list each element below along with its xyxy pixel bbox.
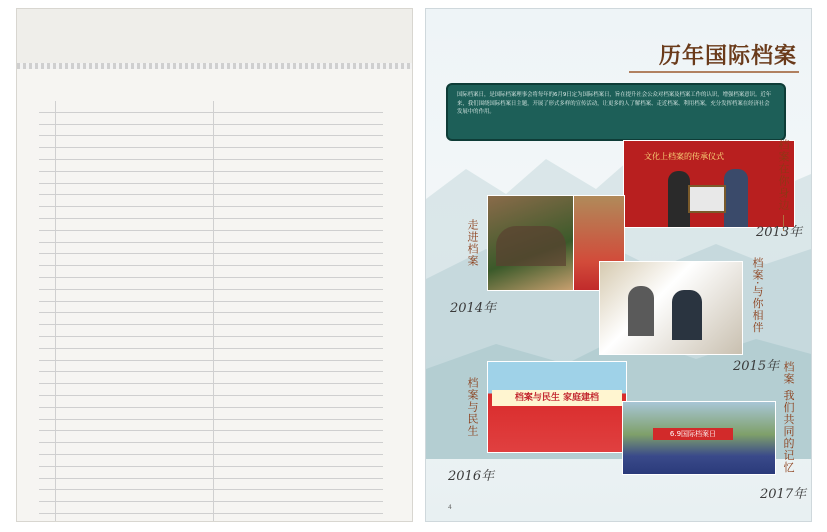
table-row [39, 254, 383, 266]
table-row [39, 101, 383, 113]
table-row [39, 160, 383, 172]
table-row [39, 467, 383, 479]
table-row [39, 490, 383, 502]
table-row [39, 361, 383, 373]
person-figure [724, 169, 748, 227]
table-row [39, 266, 383, 278]
table-row [39, 302, 383, 314]
label-2015: 档案·与你相伴 [751, 257, 764, 334]
table-row [39, 420, 383, 432]
table-row [39, 396, 383, 408]
label-2014: 走进档案 [466, 219, 479, 267]
table-row [39, 372, 383, 384]
year-2017: 2017年 [760, 487, 807, 502]
table-row [39, 514, 383, 522]
table-row [39, 278, 383, 290]
photo-2016 [487, 361, 627, 453]
year-2014: 2014年 [450, 301, 497, 316]
table-row [39, 243, 383, 255]
table-row [39, 325, 383, 337]
photo-2013-caption: 文化上档案的传承仪式 [644, 152, 724, 161]
table-row [39, 136, 383, 148]
table-row [39, 313, 383, 325]
person-figure [668, 171, 690, 227]
banner-2016: 档案与民生 家庭建档 [492, 390, 622, 406]
left-page [16, 8, 413, 522]
intro-text: 国际档案日，是国际档案理事会将每年的6月9日定为国际档案日，旨在提升社会公众对档案及档案工作的认识，增强档案意识。近年来，我们围绕国际档案日主题，开展了形式多样的宣传活动，让更多的人了解档案、走近档案、利用档案，充分发挥档案在经济社会发展中的作用。 [457, 92, 772, 116]
photo-2014-a [487, 195, 575, 291]
table-row [39, 184, 383, 196]
table-row [39, 195, 383, 207]
table-row [39, 479, 383, 491]
label-2017: 档案 我们共同的记忆 [782, 361, 795, 474]
table-row [39, 231, 383, 243]
title-underline [629, 71, 799, 73]
table-row [39, 148, 383, 160]
intro-box [446, 83, 786, 141]
person-figure [672, 290, 702, 340]
year-2013: 2013年 [756, 225, 803, 240]
page-number: 4 [448, 504, 452, 511]
label-2016: 档案与民生 [466, 377, 479, 437]
table-row [39, 384, 383, 396]
left-page-header-strip [17, 9, 412, 69]
right-page [425, 8, 812, 522]
table-row [39, 172, 383, 184]
table-row [39, 455, 383, 467]
label-2013: 档案在你身边 [777, 139, 790, 211]
person-figure [628, 286, 654, 336]
people-group [496, 226, 566, 266]
table-row [39, 219, 383, 231]
archive-list-table [39, 101, 383, 522]
photo-2013 [623, 140, 795, 228]
table-row [39, 408, 383, 420]
photo-2015 [599, 261, 743, 355]
table-row [39, 337, 383, 349]
table-row [39, 125, 383, 137]
table-row [39, 290, 383, 302]
table-row [39, 431, 383, 443]
page-title: 历年国际档案 [658, 43, 797, 69]
photo-2017 [622, 401, 776, 475]
year-2015: 2015年 [733, 359, 780, 374]
framed-photo [688, 185, 726, 213]
year-2016: 2016年 [448, 469, 495, 484]
banner-2017: 6.9国际档案日 [653, 428, 733, 440]
table-row [39, 502, 383, 514]
table-row [39, 349, 383, 361]
table-row [39, 443, 383, 455]
table-row [39, 113, 383, 125]
table-row [39, 207, 383, 219]
